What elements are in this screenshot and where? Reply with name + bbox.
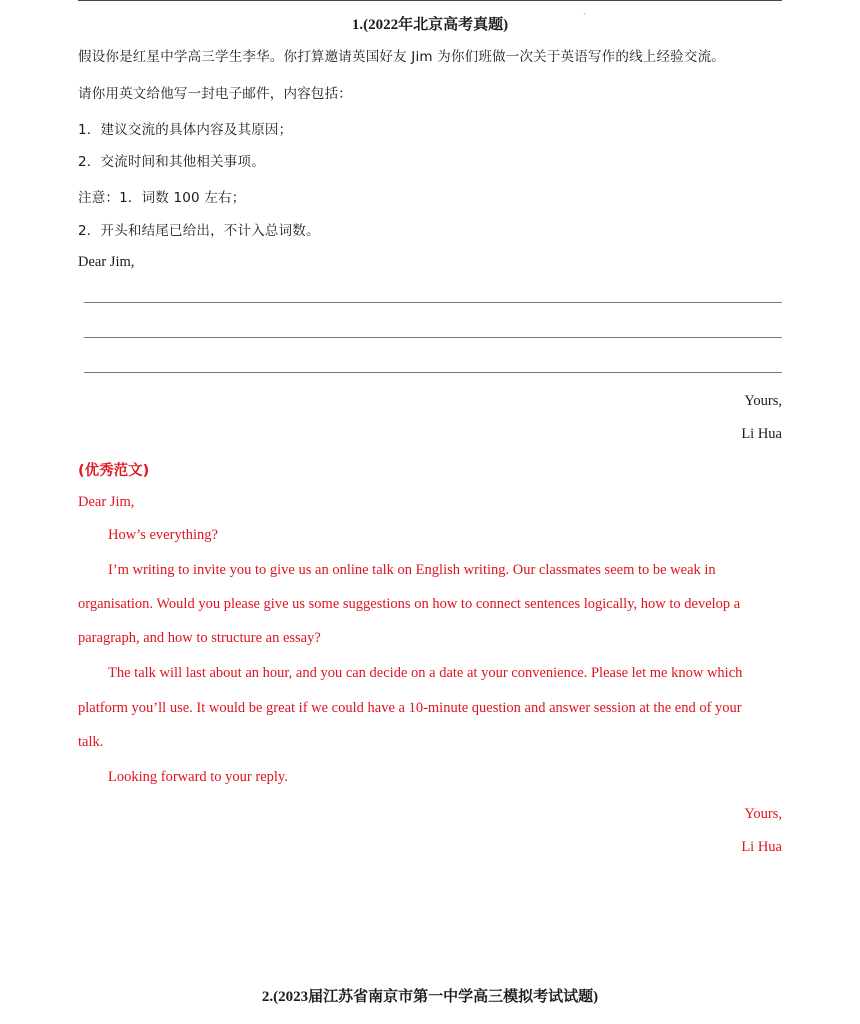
prompt-line-1: 假设你是红星中学高三学生李华。你打算邀请英国好友 Jim 为你们班做一次关于英语写作的线上经验交流。 [78,49,725,65]
sample-paragraph-2-line-3: paragraph, and how to structure an essay? [78,630,321,646]
sample-closing: Yours, [744,806,782,822]
note-2: 2．开头和结尾已给出，不计入总词数。 [78,223,320,239]
sample-paragraph-2-line-1: I’m writing to invite you to give us an online talk on English writing. Our classmates seem to be weak in [108,562,716,578]
question-1-title: 1.(2022年北京高考真题) [351,17,509,33]
prompt-line-2: 请你用英文给他写一封电子邮件，内容包括： [78,86,352,102]
header-rule [78,0,782,1]
letter-closing: Yours, [744,393,782,409]
sample-greeting: Dear Jim, [78,494,135,510]
sample-paragraph-3-line-1: The talk will last about an hour, and you can decide on a date at your convenience. Please let me know which [108,665,743,681]
requirement-item-1: 1．建议交流的具体内容及其原因； [78,122,293,138]
letter-signature: Li Hua [741,426,782,442]
sample-paragraph-4: Looking forward to your reply. [108,769,288,785]
note-1: 注意：1．词数 100 左右； [78,190,246,206]
question-2-title: 2.(2023届江苏省南京市第一中学高三模拟考试试题) [261,989,599,1005]
sample-signature: Li Hua [741,839,782,855]
letter-greeting: Dear Jim, [78,254,135,270]
sample-paragraph-1: How’s everything? [108,527,218,543]
sample-paragraph-3-line-2: platform you’ll use. It would be great if we could have a 10-minute question and answer session at the end of your [78,700,742,716]
answer-line-2[interactable] [84,337,782,338]
sample-paragraph-2-line-2: organisation. Would you please give us some suggestions on how to connect sentences logically, how to develop a [78,596,741,612]
sample-essay-heading: (优秀范文) [78,463,150,479]
stray-dot: · [583,10,586,19]
answer-line-3[interactable] [84,372,782,373]
sample-paragraph-3-line-3: talk. [78,734,104,750]
requirement-item-2: 2．交流时间和其他相关事项。 [78,154,265,170]
answer-line-1[interactable] [84,302,782,303]
